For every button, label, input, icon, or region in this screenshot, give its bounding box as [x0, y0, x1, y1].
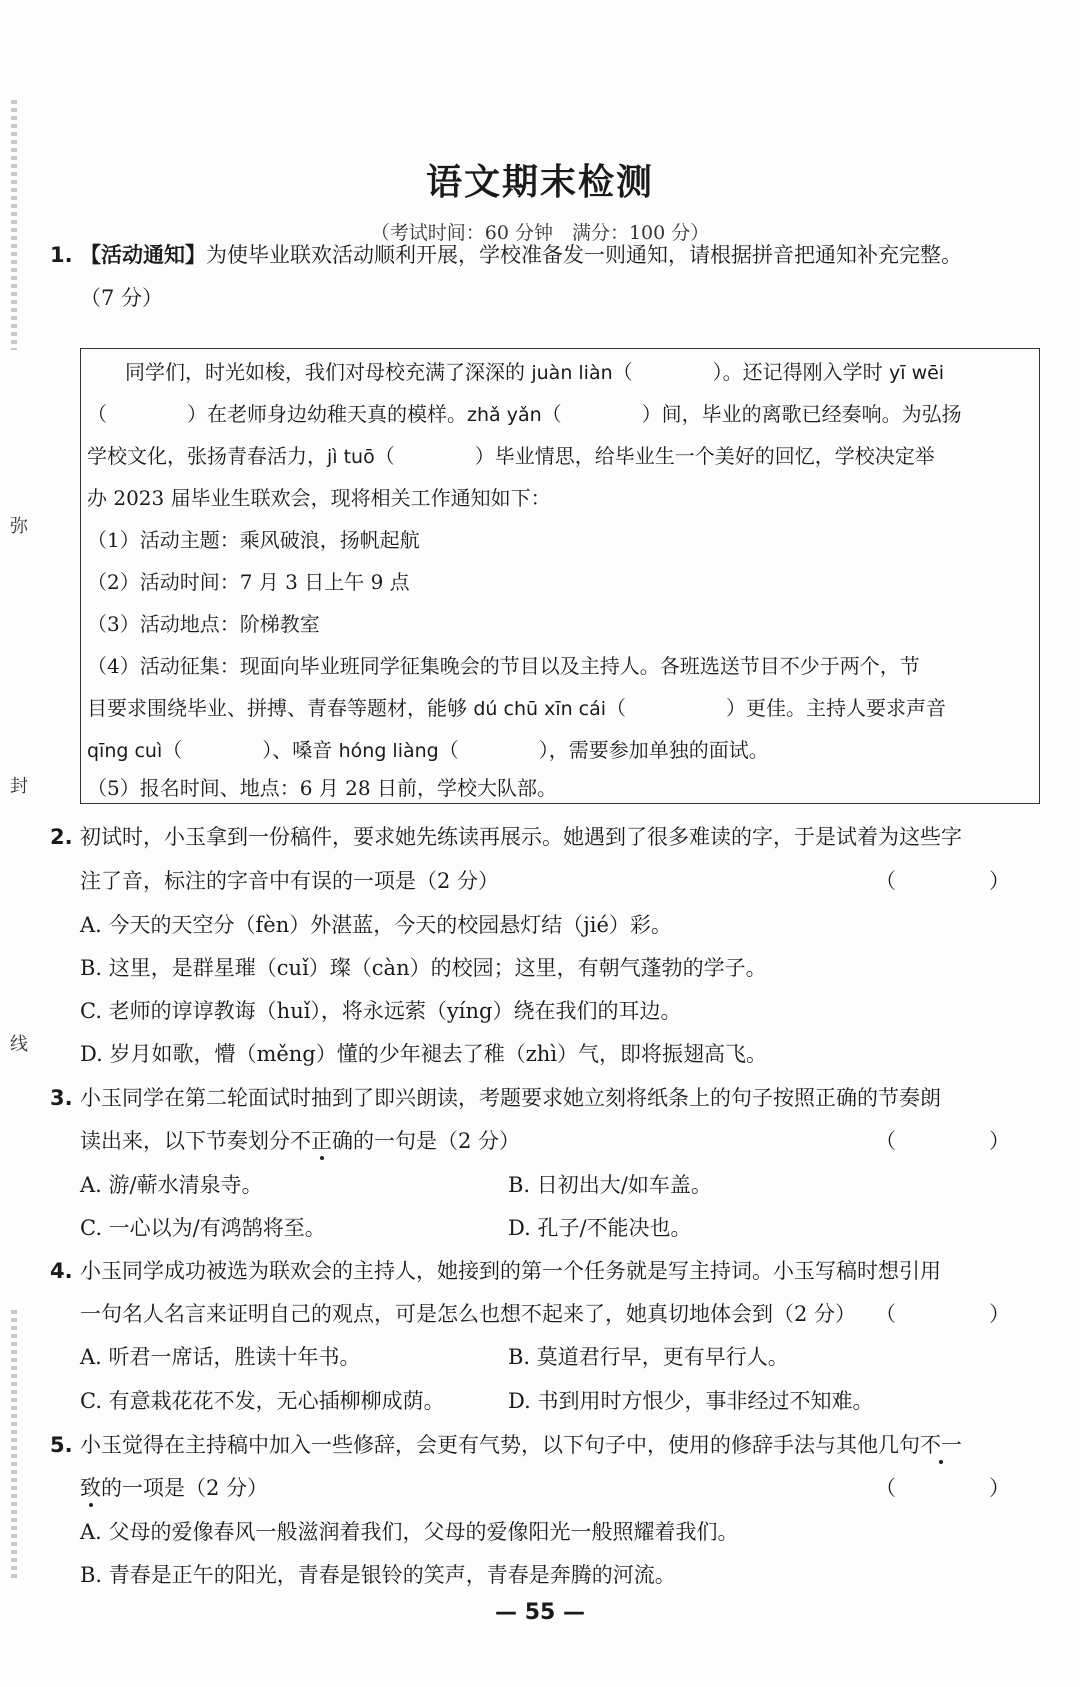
q2-option-b[interactable]: B. 这里，是群星璀（cuǐ）璨（càn）的校园；这里，有朝气蓬勃的学子。 — [80, 956, 767, 980]
notice-box — [80, 348, 1040, 804]
notice-line-5: （1）活动主题：乘风破浪，扬帆起航 — [87, 528, 420, 552]
q5-stem-line1 — [80, 1430, 962, 1460]
page-number: — 55 — — [495, 1600, 585, 1625]
q5-stem-line2 — [80, 1473, 268, 1503]
q3-text: 的一句是（2 分） — [353, 1129, 521, 1153]
seal-char-3: 线 — [10, 1034, 28, 1055]
q5-answer-paren[interactable]: （ ） — [875, 1476, 1046, 1500]
q3-stem-line1: 小玉同学在第二轮面试时抽到了即兴朗读，考题要求她立刻将纸条上的句子按照正确的节奏朗 — [80, 1086, 941, 1110]
notice-text: 目要求围绕毕业、拼搏、青春等题材，能够 — [87, 696, 474, 720]
answer-blank[interactable]: （ ）间，毕业的离歌已经奏响。为弘扬 — [541, 402, 962, 426]
q4-option-d[interactable]: D. 书到用时方恨少，事非经过不知难。 — [508, 1389, 874, 1413]
seal-char-1: 弥 — [10, 516, 28, 537]
q4-stem-line2: 一句名人名言来证明自己的观点，可是怎么也想不起来了，她真切地体会到（2 分） — [80, 1302, 857, 1326]
q5-option-a[interactable]: A. 父母的爱像春风一般滋润着我们，父母的爱像阳光一般照耀着我们。 — [80, 1520, 739, 1544]
answer-blank[interactable]: （ ）。还记得刚入学时 — [612, 360, 890, 384]
pinyin-hong-liang: hóng liàng — [338, 740, 439, 762]
notice-line-3 — [87, 441, 935, 472]
notice-line-8: （4）活动征集：现面向毕业班同学征集晚会的节目以及主持人。各班选送节目不少于两个，节 — [87, 654, 920, 678]
q5-emphasis: 不一 — [920, 1433, 962, 1457]
answer-blank[interactable]: （ ），需要参加单独的面试。 — [438, 738, 769, 762]
pinyin-ji-tuo: jì tuō — [327, 446, 375, 468]
notice-line-1 — [125, 357, 944, 388]
q4-stem-line1: 小玉同学成功被选为联欢会的主持人，她接到的第一个任务就是写主持词。小玉写稿时想引用 — [80, 1259, 941, 1283]
notice-line-10 — [87, 735, 769, 766]
binding-margin — [0, 0, 34, 1687]
pinyin-qing-cui: qīng cuì — [87, 740, 163, 762]
answer-blank[interactable]: （ ）毕业情思，给毕业生一个美好的回忆，学校决定举 — [374, 444, 935, 468]
q3-option-b[interactable]: B. 日初出大/如车盖。 — [508, 1173, 712, 1197]
answer-blank[interactable]: （ ）、嗓音 — [162, 738, 339, 762]
q5-number: 5. — [50, 1433, 73, 1457]
notice-line-6: （2）活动时间：7 月 3 日上午 9 点 — [87, 570, 410, 594]
q4-number: 4. — [50, 1259, 73, 1283]
q5-option-b[interactable]: B. 青春是正午的阳光，青春是银铃的笑声，青春是奔腾的河流。 — [80, 1563, 676, 1587]
q2-option-a[interactable]: A. 今天的天空分（fèn）外湛蓝，今天的校园悬灯结（jié）彩。 — [80, 913, 672, 937]
q2-number: 2. — [50, 825, 73, 849]
seal-char-2: 封 — [10, 776, 28, 797]
exam-info: （考试时间：60 分钟 满分：100 分） — [370, 222, 710, 244]
q1-tag: 【活动通知】 — [80, 242, 206, 267]
q4-answer-paren[interactable]: （ ） — [875, 1302, 1046, 1326]
q2-option-c[interactable]: C. 老师的谆谆教诲（huǐ），将永远萦（yíng）绕在我们的耳边。 — [80, 999, 682, 1023]
q1-text-1: 为使毕业联欢活动顺利开展，学校准备发一则通知，请根据拼音把通知补充完整。 — [206, 243, 962, 267]
cut-line-bottom — [11, 1310, 17, 1580]
q1-stem-line1 — [80, 240, 962, 270]
notice-text: 学校文化，张扬青春活力， — [87, 444, 327, 468]
pinyin-du-chu-xin-cai: dú chū xīn cái — [473, 698, 607, 720]
q2-option-d[interactable]: D. 岁月如歌，懵（měng）懂的少年褪去了稚（zhì）气，即将振翅高飞。 — [80, 1042, 768, 1066]
notice-line-11: （5）报名时间、地点：6 月 28 日前，学校大队部。 — [87, 776, 557, 800]
notice-line-7: （3）活动地点：阶梯教室 — [87, 612, 320, 636]
pinyin-yi-wei: yī wēi — [889, 362, 945, 384]
q3-number: 3. — [50, 1086, 73, 1110]
q2-stem-line1: 初试时，小玉拿到一份稿件，要求她先练读再展示。她遇到了很多难读的字，于是试着为这些字 — [80, 825, 962, 849]
q2-answer-paren[interactable]: （ ） — [875, 869, 1046, 893]
q2-stem-line2: 注了音，标注的字音中有误的一项是（2 分） — [80, 869, 500, 893]
pinyin-juan-lian: juàn liàn — [531, 362, 613, 384]
q4-option-c[interactable]: C. 有意栽花花不发，无心插柳柳成荫。 — [80, 1389, 445, 1413]
q3-answer-paren[interactable]: （ ） — [875, 1129, 1046, 1153]
q1-stem-line2: （7 分） — [80, 286, 164, 310]
notice-text: 同学们，时光如梭，我们对母校充满了深深的 — [125, 360, 532, 384]
q4-option-b[interactable]: B. 莫道君行早，更有早行人。 — [508, 1345, 789, 1369]
q1-number: 1. — [50, 243, 73, 267]
q5-text: 的一项是（2 分） — [101, 1476, 269, 1500]
q3-emphasis: 不正确 — [290, 1129, 353, 1153]
q3-stem-line2 — [80, 1126, 520, 1156]
notice-line-9 — [87, 693, 946, 724]
answer-blank[interactable]: （ ）更佳。主持人要求声音 — [606, 696, 947, 720]
notice-line-2 — [87, 399, 962, 430]
answer-blank[interactable]: （ ）在老师身边幼稚天真的模样。 — [87, 402, 467, 426]
q3-option-c[interactable]: C. 一心以为/有鸿鹄将至。 — [80, 1216, 326, 1240]
q3-text: 读出来，以下节奏划分 — [80, 1129, 290, 1153]
q3-option-d[interactable]: D. 孔子/不能决也。 — [508, 1216, 692, 1240]
q4-option-a[interactable]: A. 听君一席话，胜读十年书。 — [80, 1345, 361, 1369]
notice-line-4: 办 2023 届毕业生联欢会，现将相关工作通知如下： — [87, 486, 551, 510]
q5-text: 小玉觉得在主持稿中加入一些修辞，会更有气势，以下句子中，使用的修辞手法与其他几句 — [80, 1433, 920, 1457]
pinyin-zha-yan: zhǎ yǎn — [467, 404, 542, 426]
page-title: 语文期末检测 — [425, 161, 654, 203]
q3-option-a[interactable]: A. 游/蕲水清泉寺。 — [80, 1173, 263, 1197]
q5-emphasis: 致 — [80, 1476, 101, 1500]
